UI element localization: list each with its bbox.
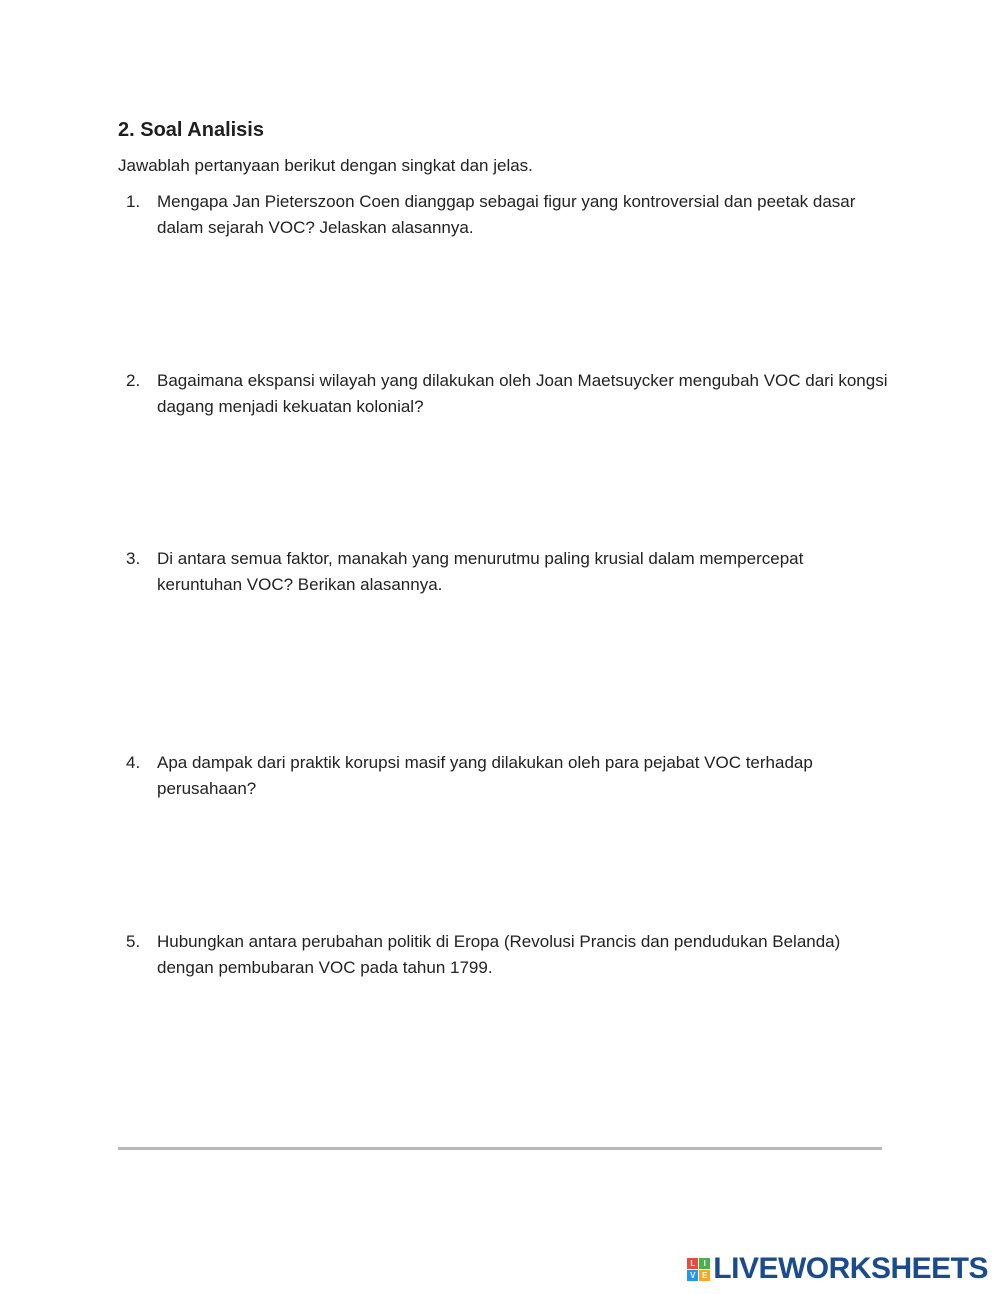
brand-tile: I [699,1258,710,1269]
brand-name: LIVEWORKSHEETS [713,1252,988,1285]
question-number: 5. [126,932,141,951]
question-text: Mengapa Jan Pieterszoon Coen dianggap sebagai figur yang kontroversial dan peetak dasar dalam sejarah VOC? Jelaskan alasannya. [157,192,856,237]
question-item [118,189,888,241]
section-title: 2. Soal Analisis [118,119,264,141]
question-item [118,368,888,420]
brand-icon [687,1258,710,1281]
question-number: 3. [126,549,141,568]
question-number: 4. [126,753,141,772]
question-item [118,546,888,598]
brand-tile: E [699,1270,710,1281]
question-item [118,750,888,802]
brand-tile: V [687,1270,698,1281]
question-number: 2. [126,371,141,390]
brand-tile: L [687,1258,698,1269]
footer-divider [118,1147,882,1150]
question-number: 1. [126,192,141,211]
question-text: Hubungkan antara perubahan politik di Eropa (Revolusi Prancis dan pendudukan Belanda) dengan pembubaran VOC pada tahun 1799. [157,932,841,977]
liveworksheets-logo [687,1252,988,1286]
question-item [118,929,888,981]
question-text: Apa dampak dari praktik korupsi masif yang dilakukan oleh para pejabat VOC terhadap perusahaan? [157,753,813,798]
question-text: Di antara semua faktor, manakah yang menurutmu paling krusial dalam mempercepat keruntuhan VOC? Berikan alasannya. [157,549,804,594]
question-text: Bagaimana ekspansi wilayah yang dilakukan oleh Joan Maetsuycker mengubah VOC dari kongsi dagang menjadi kekuatan kolonial? [157,371,888,416]
instruction-text: Jawablah pertanyaan berikut dengan singkat dan jelas. [118,156,533,175]
